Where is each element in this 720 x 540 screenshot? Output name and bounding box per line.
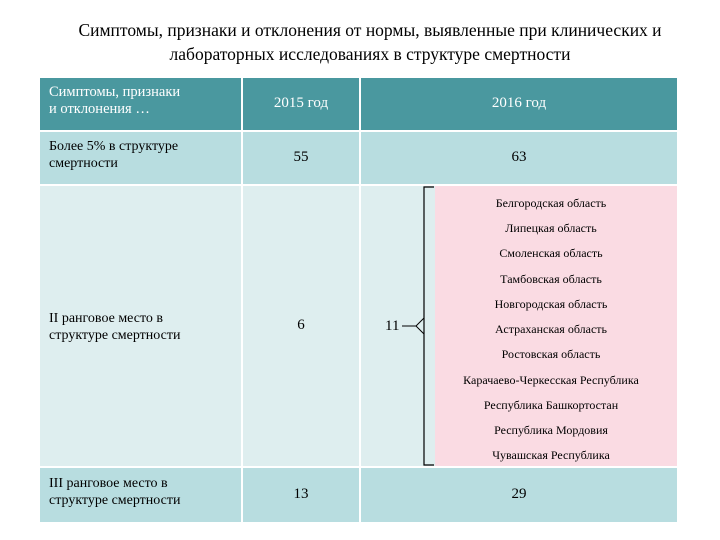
title-line-2: лабораторных исследованиях в структуре смертности xyxy=(169,44,571,64)
row3-2016-cell xyxy=(361,468,677,522)
region-item: Республика Башкортостан xyxy=(483,398,619,412)
region-item: Липецкая область xyxy=(505,221,597,235)
row3-2015-cell xyxy=(243,468,359,522)
row2-2015-cell xyxy=(243,186,359,466)
row2-label-cell xyxy=(40,186,241,466)
title-line-1: Симптомы, признаки и отклонения от нормы, выявленные при клинических и xyxy=(78,20,662,40)
header-2015: 2015 год xyxy=(273,95,329,111)
header-cell-symptoms xyxy=(40,78,241,130)
row3-2015-value: 13 xyxy=(293,486,309,502)
header-2016: 2016 год xyxy=(491,95,547,111)
region-item: Карачаево-Черкесская Республика xyxy=(463,373,639,387)
region-item: Смоленская область xyxy=(499,246,603,260)
header-symptoms-line-2: и отклонения … xyxy=(49,101,150,117)
row2-label-line-1: II ранговое место в xyxy=(49,311,164,326)
page-title xyxy=(40,18,700,66)
row1-2015-cell xyxy=(243,132,359,184)
row1-label-cell xyxy=(40,132,241,184)
region-item: Белгородская область xyxy=(495,196,607,210)
region-item: Новгородская область xyxy=(494,297,608,311)
row1-label-line-1: Более 5% в структуре xyxy=(49,139,179,154)
row3-label-line-2: структуре смертности xyxy=(49,493,181,508)
row3-2016-value: 29 xyxy=(511,486,527,502)
row1-label-line-2: смертности xyxy=(49,156,118,171)
row3-label-line-1: III ранговое место в xyxy=(49,476,168,491)
row1-2015-value: 55 xyxy=(293,149,309,165)
region-item: Тамбовская область xyxy=(500,272,602,286)
row2-2016-value: 11 xyxy=(385,318,400,334)
region-item: Чувашская Республика xyxy=(492,448,610,462)
row1-2016-value: 63 xyxy=(511,149,527,165)
row3-label-cell xyxy=(40,468,241,522)
header-cell-2016 xyxy=(361,78,677,130)
row1-2016-cell xyxy=(361,132,677,184)
region-item: Ростовская область xyxy=(501,347,601,361)
region-item: Астраханская область xyxy=(495,322,607,336)
row2-2015-value: 6 xyxy=(297,317,305,333)
header-symptoms-line-1: Симптомы, признаки xyxy=(49,84,181,100)
row2-label-line-2: структуре смертности xyxy=(49,328,181,343)
header-cell-2015 xyxy=(243,78,359,130)
region-item: Республика Мордовия xyxy=(494,423,608,437)
